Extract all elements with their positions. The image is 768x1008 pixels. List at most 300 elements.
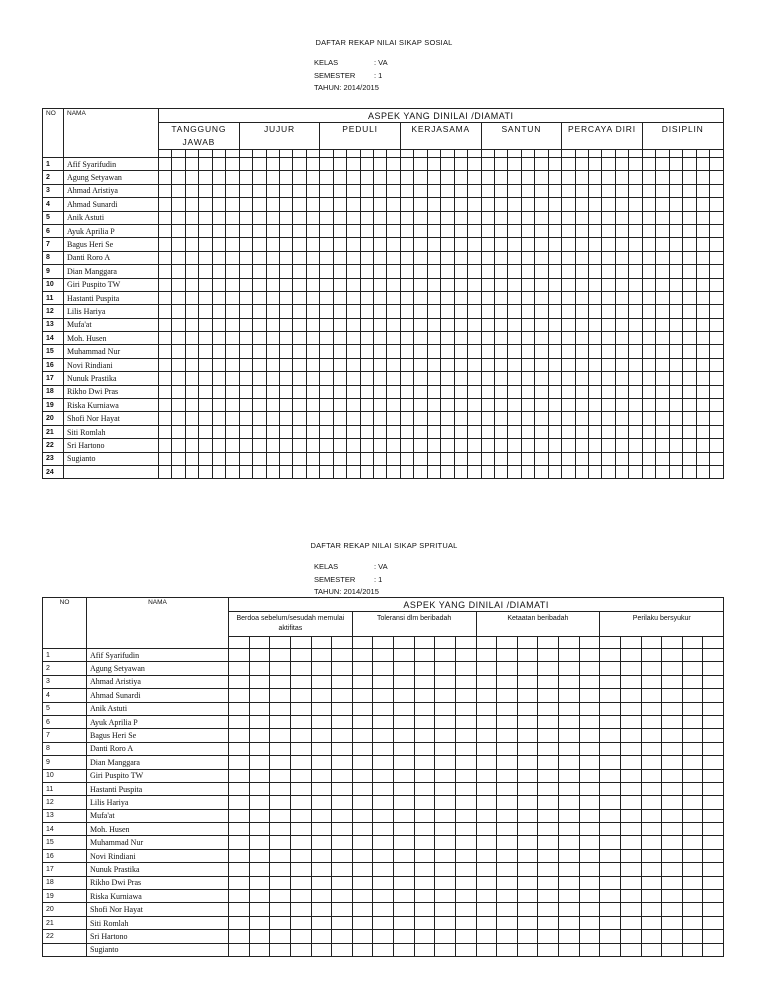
score-cell[interactable] (562, 305, 575, 318)
score-cell[interactable] (517, 756, 538, 769)
score-cell[interactable] (535, 265, 548, 278)
score-cell[interactable] (279, 318, 292, 331)
score-cell[interactable] (333, 439, 346, 452)
score-cell[interactable] (159, 291, 172, 304)
score-cell[interactable] (497, 809, 518, 822)
score-cell[interactable] (270, 836, 291, 849)
score-cell[interactable] (172, 452, 185, 465)
score-cell[interactable] (253, 372, 266, 385)
score-cell[interactable] (249, 823, 270, 836)
score-cell[interactable] (641, 769, 662, 782)
score-cell[interactable] (226, 318, 239, 331)
score-cell[interactable] (683, 224, 696, 237)
score-cell[interactable] (333, 399, 346, 412)
score-cell[interactable] (441, 211, 454, 224)
score-cell[interactable] (352, 836, 373, 849)
score-cell[interactable] (454, 278, 467, 291)
score-cell[interactable] (517, 662, 538, 675)
score-cell[interactable] (562, 224, 575, 237)
score-cell[interactable] (517, 863, 538, 876)
score-cell[interactable] (559, 876, 580, 889)
score-cell[interactable] (172, 345, 185, 358)
score-cell[interactable] (159, 265, 172, 278)
score-cell[interactable] (538, 890, 559, 903)
score-cell[interactable] (185, 452, 198, 465)
score-cell[interactable] (374, 465, 387, 478)
score-cell[interactable] (538, 943, 559, 956)
score-cell[interactable] (374, 318, 387, 331)
score-cell[interactable] (620, 702, 641, 715)
score-cell[interactable] (320, 291, 333, 304)
score-cell[interactable] (239, 291, 252, 304)
score-cell[interactable] (468, 265, 481, 278)
score-cell[interactable] (656, 238, 669, 251)
score-cell[interactable] (703, 729, 724, 742)
score-cell[interactable] (441, 412, 454, 425)
score-cell[interactable] (589, 265, 602, 278)
score-cell[interactable] (454, 198, 467, 211)
score-cell[interactable] (270, 916, 291, 929)
score-cell[interactable] (290, 890, 311, 903)
score-cell[interactable] (538, 796, 559, 809)
score-cell[interactable] (400, 465, 413, 478)
score-cell[interactable] (703, 689, 724, 702)
score-cell[interactable] (306, 399, 319, 412)
score-cell[interactable] (172, 358, 185, 371)
score-cell[interactable] (347, 425, 360, 438)
score-cell[interactable] (629, 318, 642, 331)
score-cell[interactable] (476, 702, 497, 715)
score-cell[interactable] (455, 943, 476, 956)
score-cell[interactable] (374, 198, 387, 211)
score-cell[interactable] (703, 756, 724, 769)
score-cell[interactable] (435, 649, 456, 662)
score-cell[interactable] (352, 702, 373, 715)
score-cell[interactable] (454, 291, 467, 304)
score-cell[interactable] (494, 265, 507, 278)
score-cell[interactable] (311, 876, 332, 889)
score-cell[interactable] (696, 439, 709, 452)
score-cell[interactable] (414, 702, 435, 715)
score-cell[interactable] (589, 332, 602, 345)
score-cell[interactable] (494, 332, 507, 345)
score-cell[interactable] (373, 742, 394, 755)
score-cell[interactable] (620, 943, 641, 956)
score-cell[interactable] (293, 465, 306, 478)
score-cell[interactable] (332, 662, 353, 675)
score-cell[interactable] (455, 876, 476, 889)
score-cell[interactable] (293, 251, 306, 264)
score-cell[interactable] (497, 823, 518, 836)
score-cell[interactable] (521, 224, 534, 237)
score-cell[interactable] (682, 769, 703, 782)
score-cell[interactable] (620, 637, 641, 649)
score-cell[interactable] (709, 171, 723, 184)
score-cell[interactable] (427, 358, 440, 371)
score-cell[interactable] (239, 198, 252, 211)
score-cell[interactable] (159, 224, 172, 237)
score-cell[interactable] (441, 238, 454, 251)
score-cell[interactable] (579, 863, 600, 876)
score-cell[interactable] (497, 890, 518, 903)
score-cell[interactable] (494, 465, 507, 478)
score-cell[interactable] (497, 689, 518, 702)
score-cell[interactable] (494, 425, 507, 438)
score-cell[interactable] (212, 372, 225, 385)
score-cell[interactable] (387, 318, 400, 331)
score-cell[interactable] (332, 823, 353, 836)
score-cell[interactable] (662, 849, 683, 862)
score-cell[interactable] (629, 345, 642, 358)
score-cell[interactable] (683, 372, 696, 385)
score-cell[interactable] (270, 769, 291, 782)
score-cell[interactable] (387, 278, 400, 291)
score-cell[interactable] (441, 425, 454, 438)
score-cell[interactable] (374, 425, 387, 438)
score-cell[interactable] (414, 756, 435, 769)
score-cell[interactable] (435, 823, 456, 836)
score-cell[interactable] (703, 662, 724, 675)
score-cell[interactable] (602, 372, 615, 385)
score-cell[interactable] (579, 756, 600, 769)
score-cell[interactable] (481, 345, 494, 358)
score-cell[interactable] (435, 890, 456, 903)
score-cell[interactable] (481, 439, 494, 452)
score-cell[interactable] (347, 171, 360, 184)
score-cell[interactable] (185, 158, 198, 171)
score-cell[interactable] (414, 439, 427, 452)
score-cell[interactable] (521, 412, 534, 425)
score-cell[interactable] (253, 184, 266, 197)
score-cell[interactable] (455, 796, 476, 809)
score-cell[interactable] (270, 876, 291, 889)
score-cell[interactable] (270, 675, 291, 688)
score-cell[interactable] (481, 150, 494, 158)
score-cell[interactable] (290, 662, 311, 675)
score-cell[interactable] (441, 372, 454, 385)
score-cell[interactable] (538, 637, 559, 649)
score-cell[interactable] (662, 637, 683, 649)
score-cell[interactable] (696, 305, 709, 318)
score-cell[interactable] (602, 150, 615, 158)
score-cell[interactable] (696, 224, 709, 237)
score-cell[interactable] (468, 251, 481, 264)
score-cell[interactable] (602, 425, 615, 438)
score-cell[interactable] (641, 796, 662, 809)
score-cell[interactable] (494, 345, 507, 358)
score-cell[interactable] (575, 265, 588, 278)
score-cell[interactable] (347, 211, 360, 224)
score-cell[interactable] (270, 715, 291, 728)
score-cell[interactable] (320, 305, 333, 318)
score-cell[interactable] (517, 809, 538, 822)
score-cell[interactable] (535, 358, 548, 371)
score-cell[interactable] (620, 849, 641, 862)
score-cell[interactable] (600, 782, 621, 795)
score-cell[interactable] (562, 452, 575, 465)
score-cell[interactable] (709, 412, 723, 425)
score-cell[interactable] (185, 465, 198, 478)
score-cell[interactable] (279, 238, 292, 251)
score-cell[interactable] (199, 318, 212, 331)
score-cell[interactable] (600, 849, 621, 862)
score-cell[interactable] (559, 675, 580, 688)
score-cell[interactable] (454, 318, 467, 331)
score-cell[interactable] (279, 224, 292, 237)
score-cell[interactable] (347, 265, 360, 278)
score-cell[interactable] (400, 358, 413, 371)
score-cell[interactable] (497, 863, 518, 876)
score-cell[interactable] (249, 675, 270, 688)
score-cell[interactable] (497, 742, 518, 755)
score-cell[interactable] (709, 452, 723, 465)
score-cell[interactable] (476, 849, 497, 862)
score-cell[interactable] (494, 251, 507, 264)
score-cell[interactable] (575, 385, 588, 398)
score-cell[interactable] (320, 412, 333, 425)
score-cell[interactable] (703, 649, 724, 662)
score-cell[interactable] (589, 224, 602, 237)
score-cell[interactable] (602, 291, 615, 304)
score-cell[interactable] (521, 452, 534, 465)
score-cell[interactable] (454, 305, 467, 318)
score-cell[interactable] (494, 399, 507, 412)
score-cell[interactable] (497, 715, 518, 728)
score-cell[interactable] (620, 903, 641, 916)
score-cell[interactable] (575, 238, 588, 251)
score-cell[interactable] (373, 849, 394, 862)
score-cell[interactable] (266, 251, 279, 264)
score-cell[interactable] (508, 465, 521, 478)
score-cell[interactable] (360, 372, 373, 385)
score-cell[interactable] (703, 823, 724, 836)
score-cell[interactable] (508, 412, 521, 425)
score-cell[interactable] (212, 238, 225, 251)
score-cell[interactable] (669, 291, 682, 304)
score-cell[interactable] (352, 649, 373, 662)
score-cell[interactable] (360, 265, 373, 278)
score-cell[interactable] (497, 769, 518, 782)
score-cell[interactable] (387, 439, 400, 452)
score-cell[interactable] (414, 278, 427, 291)
score-cell[interactable] (400, 238, 413, 251)
score-cell[interactable] (521, 238, 534, 251)
score-cell[interactable] (508, 332, 521, 345)
score-cell[interactable] (347, 385, 360, 398)
score-cell[interactable] (320, 345, 333, 358)
score-cell[interactable] (394, 782, 415, 795)
score-cell[interactable] (306, 238, 319, 251)
score-cell[interactable] (185, 291, 198, 304)
score-cell[interactable] (575, 439, 588, 452)
score-cell[interactable] (253, 345, 266, 358)
score-cell[interactable] (600, 675, 621, 688)
score-cell[interactable] (662, 876, 683, 889)
score-cell[interactable] (360, 345, 373, 358)
score-cell[interactable] (559, 729, 580, 742)
score-cell[interactable] (352, 943, 373, 956)
score-cell[interactable] (320, 385, 333, 398)
score-cell[interactable] (360, 318, 373, 331)
score-cell[interactable] (709, 358, 723, 371)
score-cell[interactable] (620, 769, 641, 782)
score-cell[interactable] (414, 332, 427, 345)
score-cell[interactable] (159, 238, 172, 251)
score-cell[interactable] (239, 399, 252, 412)
score-cell[interactable] (575, 332, 588, 345)
score-cell[interactable] (239, 318, 252, 331)
score-cell[interactable] (212, 465, 225, 478)
score-cell[interactable] (159, 425, 172, 438)
score-cell[interactable] (481, 211, 494, 224)
score-cell[interactable] (352, 689, 373, 702)
score-cell[interactable] (535, 318, 548, 331)
score-cell[interactable] (559, 930, 580, 943)
score-cell[interactable] (333, 318, 346, 331)
score-cell[interactable] (360, 291, 373, 304)
score-cell[interactable] (535, 372, 548, 385)
score-cell[interactable] (575, 251, 588, 264)
score-cell[interactable] (441, 251, 454, 264)
score-cell[interactable] (494, 318, 507, 331)
score-cell[interactable] (454, 184, 467, 197)
score-cell[interactable] (414, 796, 435, 809)
score-cell[interactable] (400, 372, 413, 385)
score-cell[interactable] (641, 943, 662, 956)
score-cell[interactable] (279, 251, 292, 264)
score-cell[interactable] (212, 439, 225, 452)
score-cell[interactable] (600, 662, 621, 675)
score-cell[interactable] (400, 211, 413, 224)
score-cell[interactable] (455, 637, 476, 649)
score-cell[interactable] (320, 265, 333, 278)
score-cell[interactable] (575, 171, 588, 184)
score-cell[interactable] (642, 345, 655, 358)
score-cell[interactable] (293, 278, 306, 291)
score-cell[interactable] (427, 265, 440, 278)
score-cell[interactable] (535, 171, 548, 184)
score-cell[interactable] (279, 332, 292, 345)
score-cell[interactable] (387, 385, 400, 398)
score-cell[interactable] (455, 823, 476, 836)
score-cell[interactable] (521, 372, 534, 385)
score-cell[interactable] (709, 372, 723, 385)
score-cell[interactable] (212, 318, 225, 331)
score-cell[interactable] (642, 291, 655, 304)
score-cell[interactable] (455, 729, 476, 742)
score-cell[interactable] (293, 452, 306, 465)
score-cell[interactable] (270, 637, 291, 649)
score-cell[interactable] (579, 769, 600, 782)
score-cell[interactable] (468, 345, 481, 358)
score-cell[interactable] (387, 184, 400, 197)
score-cell[interactable] (293, 372, 306, 385)
score-cell[interactable] (352, 863, 373, 876)
score-cell[interactable] (374, 278, 387, 291)
score-cell[interactable] (535, 150, 548, 158)
score-cell[interactable] (172, 278, 185, 291)
score-cell[interactable] (387, 465, 400, 478)
score-cell[interactable] (394, 876, 415, 889)
score-cell[interactable] (435, 809, 456, 822)
score-cell[interactable] (266, 278, 279, 291)
score-cell[interactable] (703, 849, 724, 862)
score-cell[interactable] (538, 675, 559, 688)
score-cell[interactable] (253, 251, 266, 264)
score-cell[interactable] (562, 318, 575, 331)
score-cell[interactable] (159, 412, 172, 425)
score-cell[interactable] (400, 224, 413, 237)
score-cell[interactable] (293, 439, 306, 452)
score-cell[interactable] (306, 345, 319, 358)
score-cell[interactable] (600, 836, 621, 849)
score-cell[interactable] (476, 930, 497, 943)
score-cell[interactable] (662, 689, 683, 702)
score-cell[interactable] (414, 198, 427, 211)
score-cell[interactable] (669, 211, 682, 224)
score-cell[interactable] (641, 756, 662, 769)
score-cell[interactable] (494, 184, 507, 197)
score-cell[interactable] (642, 224, 655, 237)
score-cell[interactable] (589, 385, 602, 398)
score-cell[interactable] (387, 425, 400, 438)
score-cell[interactable] (414, 211, 427, 224)
score-cell[interactable] (683, 465, 696, 478)
score-cell[interactable] (374, 184, 387, 197)
score-cell[interactable] (468, 305, 481, 318)
score-cell[interactable] (481, 184, 494, 197)
score-cell[interactable] (270, 742, 291, 755)
score-cell[interactable] (435, 836, 456, 849)
score-cell[interactable] (427, 399, 440, 412)
score-cell[interactable] (333, 291, 346, 304)
score-cell[interactable] (602, 238, 615, 251)
score-cell[interactable] (642, 465, 655, 478)
score-cell[interactable] (311, 675, 332, 688)
score-cell[interactable] (306, 465, 319, 478)
score-cell[interactable] (481, 171, 494, 184)
score-cell[interactable] (394, 836, 415, 849)
score-cell[interactable] (548, 265, 561, 278)
score-cell[interactable] (669, 412, 682, 425)
score-cell[interactable] (435, 675, 456, 688)
score-cell[interactable] (360, 184, 373, 197)
score-cell[interactable] (373, 662, 394, 675)
score-cell[interactable] (494, 372, 507, 385)
score-cell[interactable] (159, 399, 172, 412)
score-cell[interactable] (290, 876, 311, 889)
score-cell[interactable] (199, 278, 212, 291)
score-cell[interactable] (481, 158, 494, 171)
score-cell[interactable] (212, 265, 225, 278)
score-cell[interactable] (427, 465, 440, 478)
score-cell[interactable] (600, 876, 621, 889)
score-cell[interactable] (249, 662, 270, 675)
score-cell[interactable] (320, 171, 333, 184)
score-cell[interactable] (266, 211, 279, 224)
score-cell[interactable] (535, 211, 548, 224)
score-cell[interactable] (579, 849, 600, 862)
score-cell[interactable] (641, 849, 662, 862)
score-cell[interactable] (538, 836, 559, 849)
score-cell[interactable] (414, 385, 427, 398)
score-cell[interactable] (682, 675, 703, 688)
score-cell[interactable] (290, 729, 311, 742)
score-cell[interactable] (642, 251, 655, 264)
score-cell[interactable] (320, 332, 333, 345)
score-cell[interactable] (239, 251, 252, 264)
score-cell[interactable] (620, 809, 641, 822)
